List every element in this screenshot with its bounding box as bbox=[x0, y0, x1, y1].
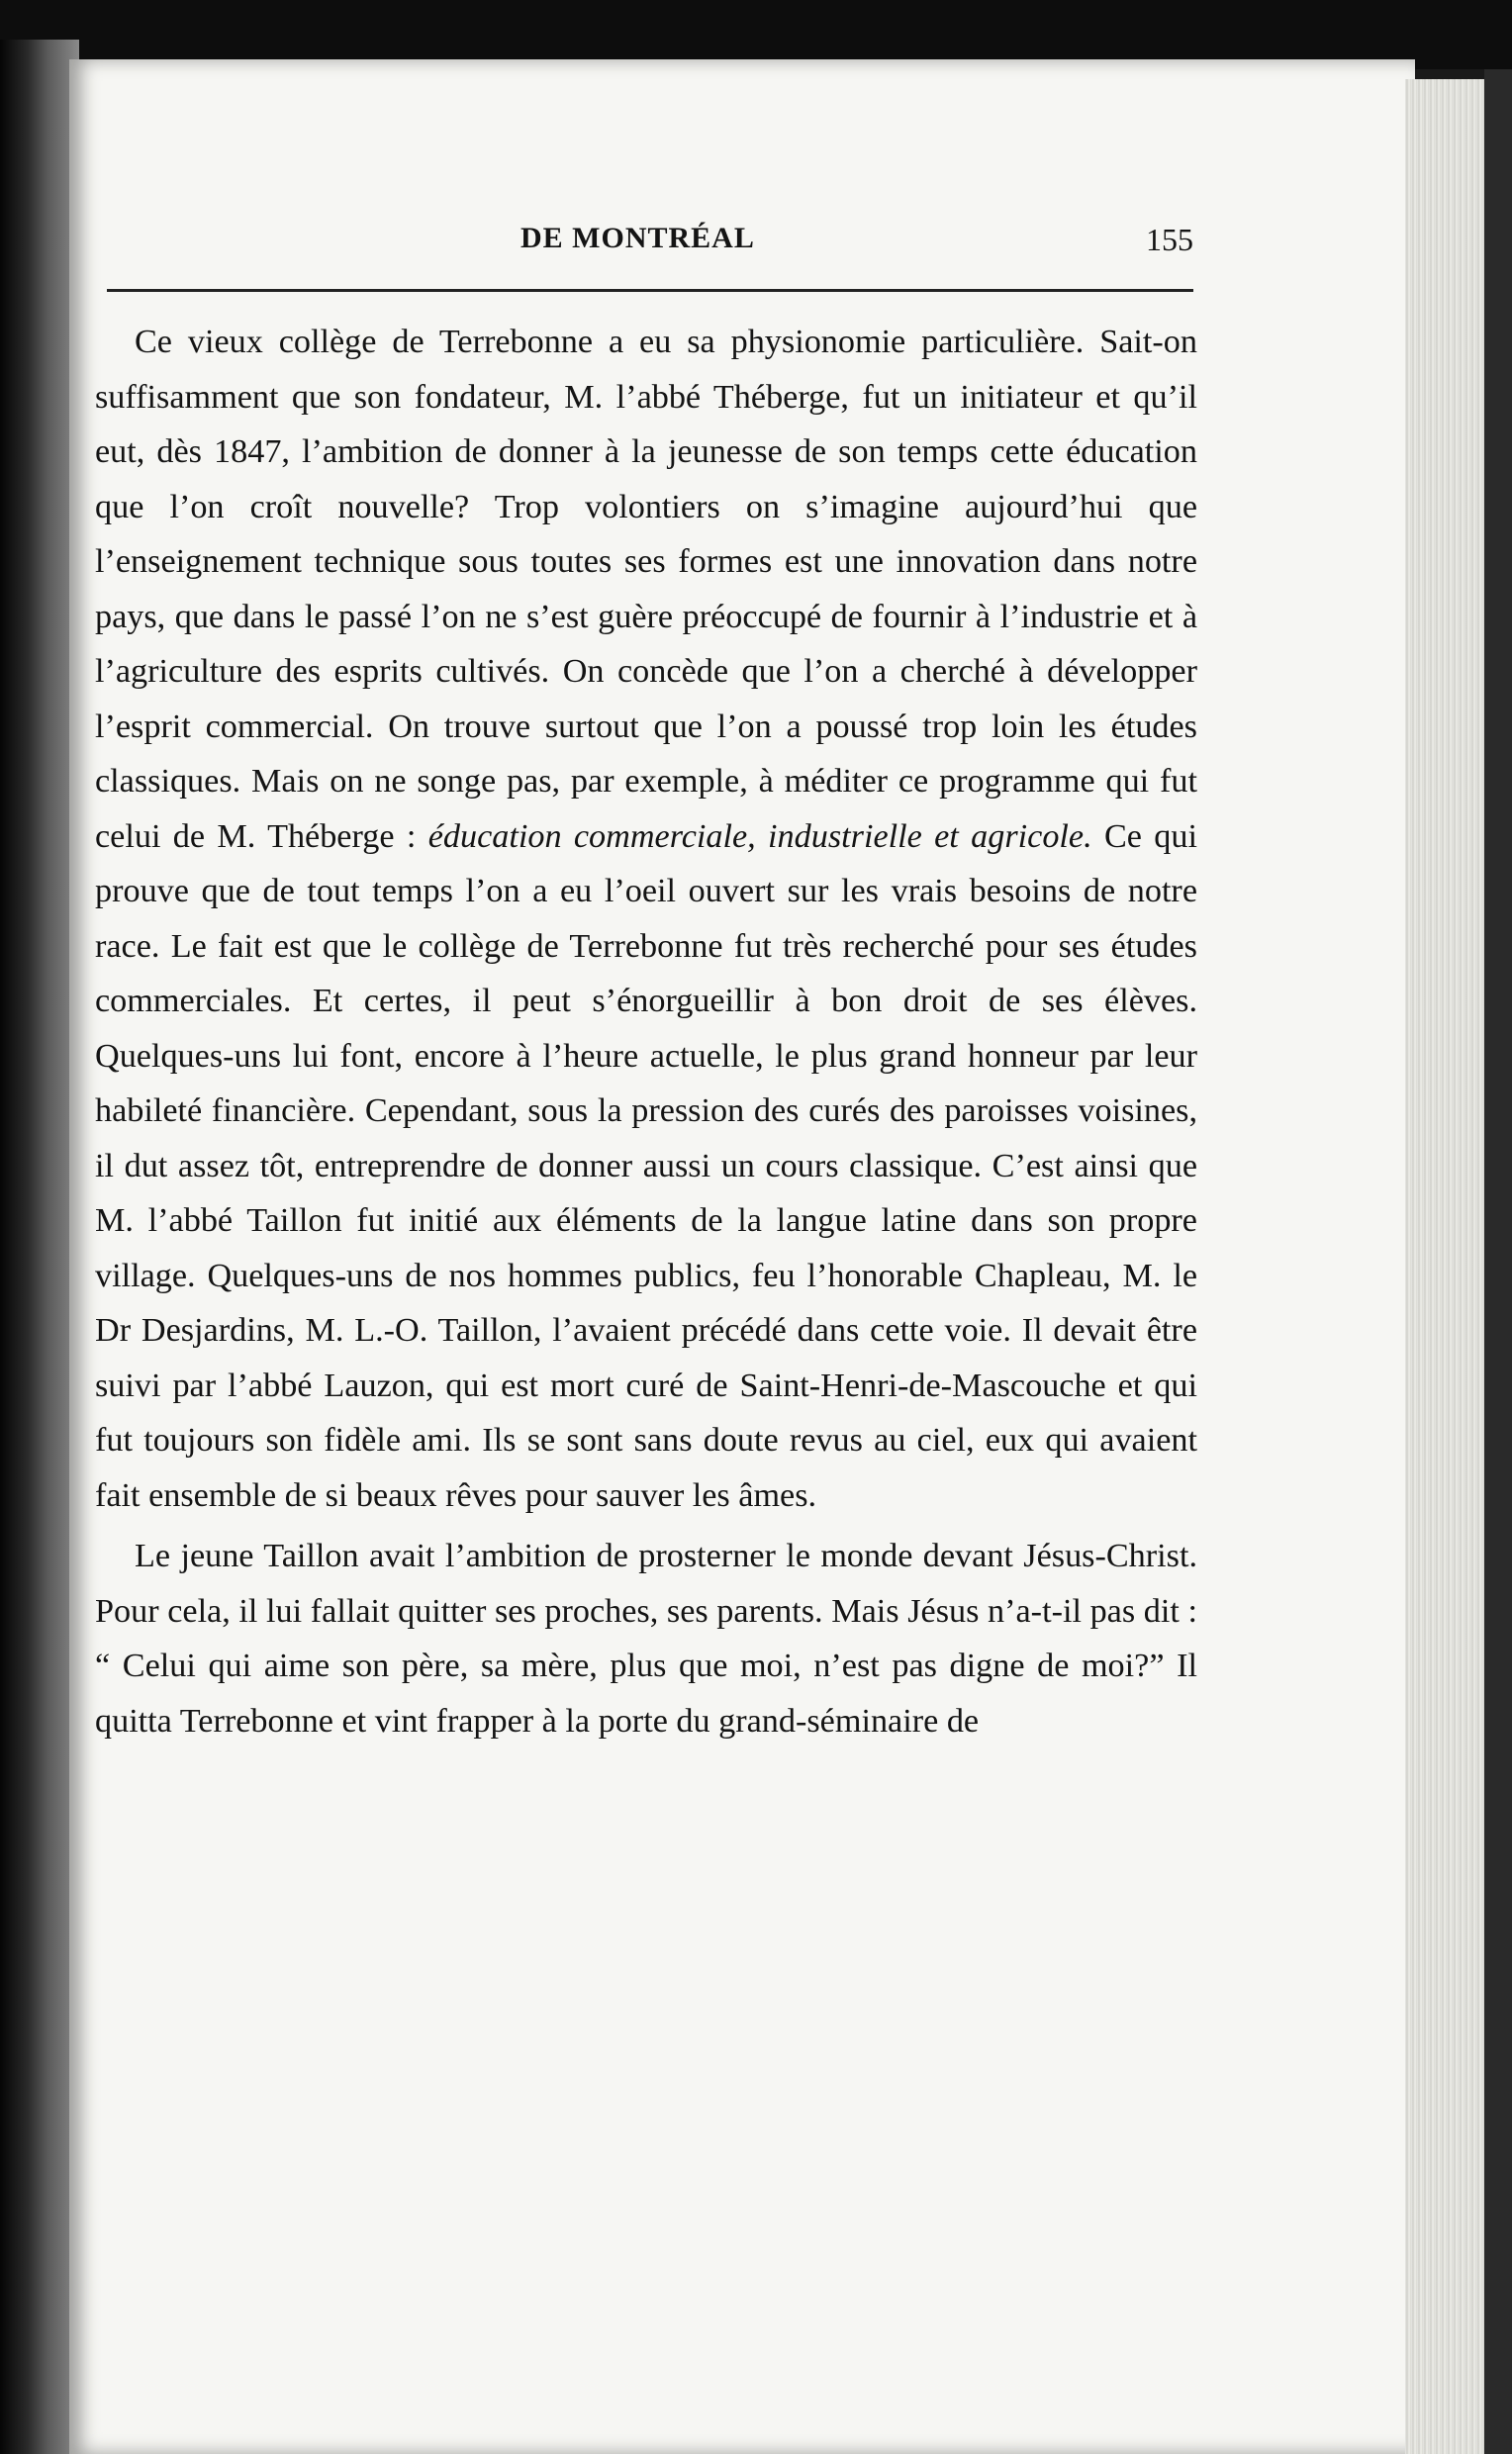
running-header bbox=[107, 222, 1193, 265]
header-rule bbox=[107, 289, 1193, 292]
paragraph-1-text-b: Ce qui prouve que de tout temps l’on a eu l’oeil ouvert sur les vrais besoins de notre race. Le fait est que le collège de Terrebonne fut très recherché pour ses études commerciales. Et certes, il peut s’énorgueillir à bon droit de ses élèves. Quelques-uns lui font, encore à l’heure actuelle, le plus grand honneur par leur habileté financière. Cependant, sous la pression des curés des paroisses voisines, il dut assez tôt, entreprendre de donner aussi un cours classique. C’est ainsi que M. l’abbé Taillon fut initié aux éléments de la langue latine dans son propre village. Quelques-uns de nos hommes publics, feu l’honorable Chapleau, M. le Dr Desjardins, M. L.-O. Taillon, l’avaient précédé dans cette voie. Il devait être suivi par l’abbé Lauzon, qui est mort curé de Saint-Henri-de-Mascouche et qui fut toujours son fidèle ami. Ils se sont sans doute revus au ciel, eux qui avaient fait ensemble de si beaux rêves pour sauver les âmes. bbox=[95, 817, 1197, 1514]
paragraph-1-italic: éducation commerciale, industrielle et agricole. bbox=[427, 817, 1092, 855]
paragraph-1 bbox=[95, 315, 1197, 1523]
running-title: DE MONTRÉAL bbox=[520, 222, 755, 254]
page-number: 155 bbox=[1146, 222, 1193, 257]
body-text bbox=[95, 315, 1197, 1748]
scan-border-right bbox=[1484, 69, 1512, 2454]
book-spine bbox=[0, 40, 79, 2454]
paragraph-1-text-a: Ce vieux collège de Terrebonne a eu sa physionomie particulière. Sait-on suffisamment que son fondateur, M. l’abbé Théberge, fut un initiateur et qu’il eut, dès 1847, l’ambition de donner à la jeunesse de son temps cette éducation que l’on croît nouvelle? Trop volontiers on s’imagine aujourd’hui que l’enseignement technique sous toutes ses formes est une innovation dans notre pays, que dans le passé l’on ne s’est guère préoccupé de fournir à l’industrie et à l’agriculture des esprits cultivés. On concède que l’on a cherché à développer l’esprit commercial. On trouve surtout que l’on a poussé trop loin les études classiques. Mais on ne songe pas, par exemple, à méditer ce programme qui fut celui de M. Théberge : bbox=[95, 324, 1197, 855]
paragraph-2: Le jeune Taillon avait l’ambition de prosterner le monde devant Jésus-Christ. Pour cela, il lui fallait quitter ses proches, ses parents. Mais Jésus n’a-t-il pas dit : “ Celui qui aime son père, sa mère, plus que moi, n’est pas digne de moi?” Il quitta Terrebonne et vint frapper à la porte du grand-séminaire de bbox=[95, 1538, 1197, 1740]
